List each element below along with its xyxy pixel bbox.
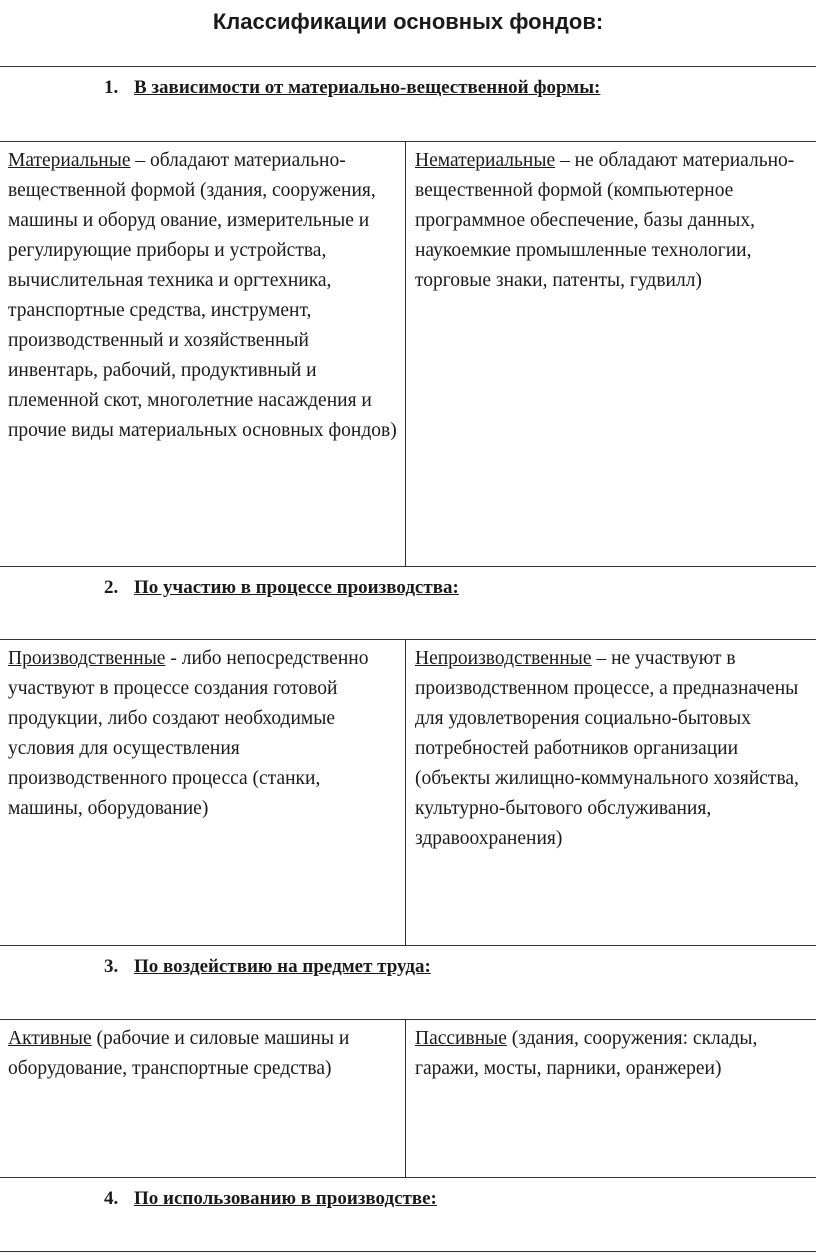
- section-heading-row: [0, 1178, 816, 1252]
- section-number: 1.: [104, 77, 119, 98]
- section-heading-text: По использованию в производстве:: [134, 1188, 437, 1209]
- section-heading-row: [0, 567, 816, 640]
- section-heading: [104, 1186, 437, 1212]
- definition-text: – не участвуют в производственном процессе, а предназначены для удовлетворения социально-бытовых потребностей работников организации (объекты жилищно-коммунального хозяйства, культурно-бытового обслуживания, здравоохранения): [415, 648, 799, 849]
- section-heading-row: [0, 67, 816, 142]
- term-passive: Пассивные: [415, 1028, 507, 1049]
- term-nonproductive: Непроизводственные: [415, 648, 592, 669]
- section-number: 3.: [104, 956, 119, 977]
- right-cell: [406, 142, 816, 566]
- section-heading-text: По воздействию на предмет труда:: [134, 956, 431, 977]
- term-nonmaterial: Нематериальные: [415, 150, 556, 171]
- term-active: Активные: [8, 1028, 92, 1049]
- section-content-row: [0, 142, 816, 567]
- left-cell: [0, 1020, 406, 1177]
- right-cell: [406, 640, 816, 945]
- section-content-row: [0, 640, 816, 946]
- section-number: 4.: [104, 1188, 119, 1209]
- right-cell: [406, 1020, 816, 1177]
- page-title: Классификации основных фондов:: [212, 9, 604, 34]
- section-heading-text: В зависимости от материально-вещественной формы:: [134, 77, 601, 98]
- term-material: Материальные: [8, 150, 131, 171]
- term-productive: Производственные: [8, 648, 166, 669]
- section-heading: [104, 75, 600, 101]
- left-cell: [0, 142, 406, 566]
- definition-text: - либо непосредственно участвуют в процессе создания готовой продукции, либо создают необходимые условия для осуществления производственного процесса (станки, машины, оборудование): [8, 648, 369, 819]
- definition-text: (здания, сооружения: склады, гаражи, мосты, парники, оранжереи): [415, 1028, 758, 1079]
- section-heading-row: [0, 946, 816, 1020]
- left-cell: [0, 640, 406, 945]
- section-content-row: [0, 1020, 816, 1178]
- classification-table: [0, 66, 816, 1252]
- section-heading: [104, 954, 431, 980]
- definition-text: – не обладают материально-вещественной формой (компьютерное программное обеспечение, базы данных, наукоемкие промышленные технологии, торговые знаки, патенты, гудвилл): [415, 150, 795, 291]
- section-heading: [104, 575, 459, 601]
- section-heading-text: По участию в процессе производства:: [134, 577, 459, 598]
- definition-text: (рабочие и силовые машины и оборудование, транспортные средства): [8, 1028, 350, 1079]
- section-number: 2.: [104, 577, 119, 598]
- definition-text: – обладают материально-вещественной формой (здания, сооружения, машины и оборуд ование, измерительные и регулирующие приборы и устройства, вычислительная техника и оргтехника, транспортные средства, инструмент, производственный и хозяйственный инвентарь, рабочий, продуктивный и племенной скот, многолетние насаждения и прочие виды материальных основных фондов): [8, 150, 397, 441]
